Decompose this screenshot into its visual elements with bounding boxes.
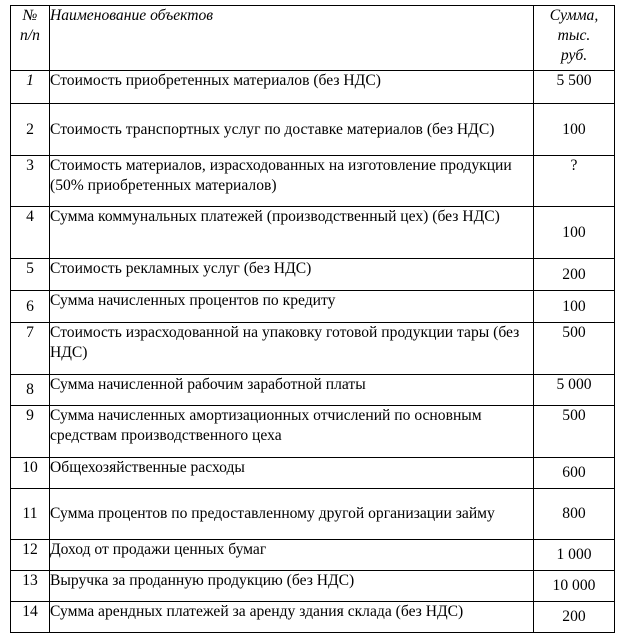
header-name-cell (50, 6, 534, 71)
row-number: 4 (11, 207, 50, 259)
header-name-text: Наименование объектов (50, 7, 214, 24)
row-number: 6 (11, 291, 50, 323)
row-number: 9 (11, 406, 50, 458)
row-number: 2 (11, 104, 50, 156)
table-row (11, 458, 615, 489)
header-sum-line2: тыс. (557, 27, 591, 44)
row-name: Стоимость транспортных услуг по доставке материалов (без НДС) (50, 104, 534, 156)
row-name: Стоимость приобретенных материалов (без НДС) (50, 71, 534, 104)
row-number: 5 (11, 259, 50, 291)
row-sum: 500 (534, 323, 615, 375)
row-name: Сумма начисленных амортизационных отчислений по основным средствам производственного цеха (50, 406, 534, 458)
row-sum: 600 (534, 458, 615, 489)
row-sum: 1 000 (534, 540, 615, 571)
row-sum: 100 (534, 207, 615, 259)
row-sum: 100 (534, 291, 615, 323)
row-sum: ? (534, 156, 615, 207)
row-sum: 200 (534, 602, 615, 633)
row-name: Сумма начисленных процентов по кредиту (50, 291, 534, 323)
header-sum-line1: Сумма, (549, 7, 599, 24)
row-name: Стоимость израсходованной на упаковку готовой продукции тары (без НДС) (50, 323, 534, 375)
row-number: 8 (11, 375, 50, 406)
row-name: Стоимость материалов, израсходованных на изготовление продукции (50% приобретенных материалов) (50, 156, 534, 207)
table-row (11, 540, 615, 571)
table-row (11, 489, 615, 540)
header-number-cell (11, 6, 50, 71)
table-row (11, 71, 615, 104)
row-sum: 200 (534, 259, 615, 291)
row-number: 12 (11, 540, 50, 571)
header-number-line1: № (22, 7, 38, 24)
row-name: Доход от продажи ценных бумаг (50, 540, 534, 571)
row-sum: 10 000 (534, 571, 615, 602)
table-row (11, 291, 615, 323)
row-number: 7 (11, 323, 50, 375)
row-name: Стоимость рекламных услуг (без НДС) (50, 259, 534, 291)
header-sum-line3: руб. (560, 47, 588, 64)
table-row (11, 406, 615, 458)
row-number: 13 (11, 571, 50, 602)
row-name: Сумма арендных платежей за аренду здания склада (без НДС) (50, 602, 534, 633)
table-header-row (11, 6, 615, 71)
table-row (11, 323, 615, 375)
row-number: 3 (11, 156, 50, 207)
row-sum: 500 (534, 406, 615, 458)
table-row (11, 375, 615, 406)
row-name: Сумма процентов по предоставленному другой организации займу (50, 489, 534, 540)
row-name: Выручка за проданную продукцию (без НДС) (50, 571, 534, 602)
objects-table (10, 5, 615, 633)
row-sum: 5 000 (534, 375, 615, 406)
row-number: 10 (11, 458, 50, 489)
header-sum-cell (534, 6, 615, 71)
row-name: Сумма коммунальных платежей (производственный цех) (без НДС) (50, 207, 534, 259)
table-row (11, 259, 615, 291)
row-number: 14 (11, 602, 50, 633)
row-sum: 5 500 (534, 71, 615, 104)
row-sum: 100 (534, 104, 615, 156)
row-sum: 800 (534, 489, 615, 540)
table-row (11, 207, 615, 259)
table-row (11, 104, 615, 156)
row-number: 1 (11, 71, 50, 104)
row-name: Общехозяйственные расходы (50, 458, 534, 489)
table-row (11, 571, 615, 602)
table-row (11, 602, 615, 633)
row-name: Сумма начисленной рабочим заработной платы (50, 375, 534, 406)
row-number: 11 (11, 489, 50, 540)
header-number-line2: п/п (20, 27, 40, 44)
table-row (11, 156, 615, 207)
